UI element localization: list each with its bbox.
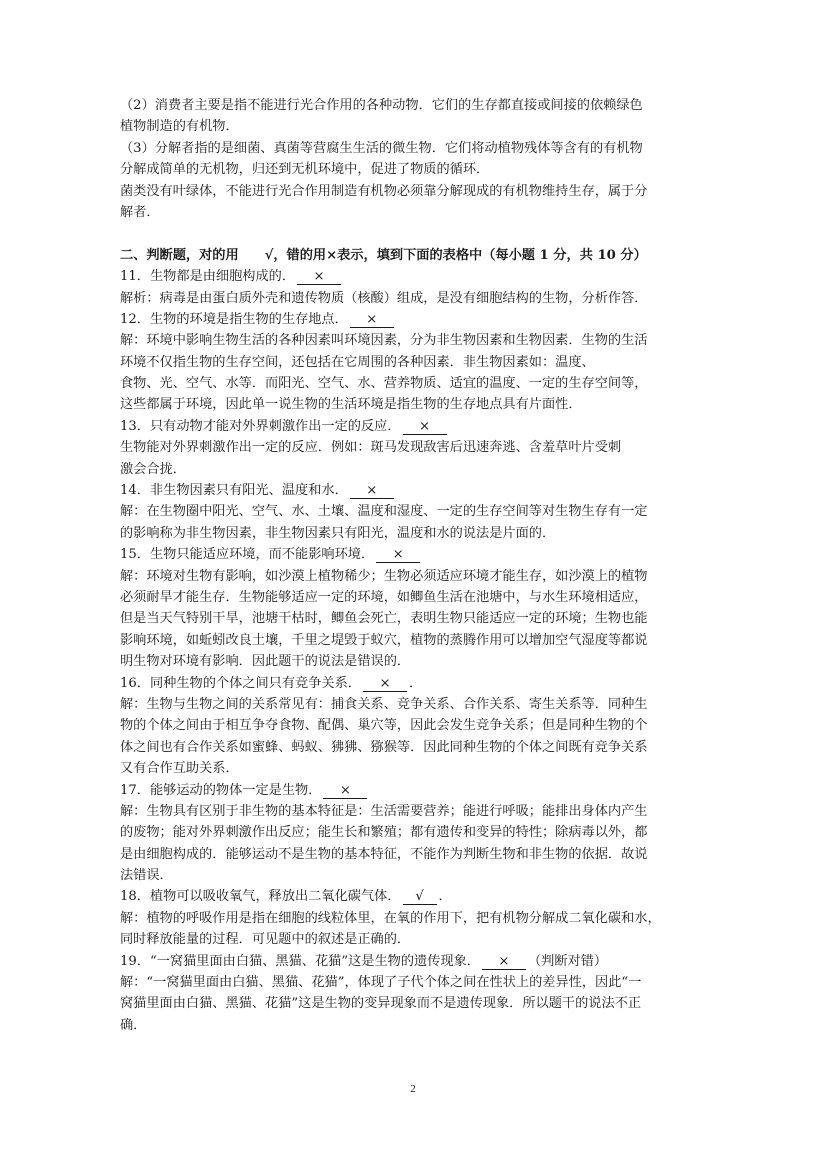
question-number: 13 (120, 418, 137, 434)
section-heading (120, 245, 710, 266)
question-15 (120, 544, 710, 565)
explanation-line: 激会合拢． (120, 461, 186, 477)
answer-blank: × (297, 269, 341, 285)
question-13 (120, 416, 710, 437)
answer-blank: × (350, 312, 394, 328)
question-number: 16 (120, 675, 137, 691)
question-number: 14 (120, 483, 137, 499)
question-text: ．只有动物才能对外界刺激作出一定的反应． (136, 418, 401, 434)
question-text: ．“一窝猫里面由白猫、黑猫、花猫”这是生物的遗传现象． (136, 953, 480, 969)
explanation-line: 解：环境对生物有影响，如沙漠上植物稀少；生物必须适应环境才能生存，如沙漠上的植物 (120, 568, 648, 584)
explanation-line: 物的个体之间由于相互争夺食物、配偶、巢穴等，因此会发生竞争关系；但是同种生物的个 (120, 718, 648, 734)
explanation-line: 的废物；能对外界刺激作出反应；能生长和繁殖；都有遗传和变异的特性；除病毒以外，都 (120, 825, 648, 841)
explanation-line: 这些都属于环境，因此单一说生物的生活环境是指生物的生存地点具有片面性． (120, 397, 582, 413)
answer-blank: × (323, 783, 367, 799)
question-number: 18 (120, 889, 137, 905)
answer-blank: × (376, 547, 420, 563)
answer-blank: × (403, 419, 447, 435)
explanation-line: 影响环境，如蚯蚓改良土壤，千里之堤毁于蚁穴，植物的蒸腾作用可以增加空气湿度等都说 (120, 632, 648, 648)
answer-blank: × (363, 676, 407, 692)
explanation-line: 同时释放能量的过程．可见题中的叙述是正确的． (120, 932, 411, 948)
question-text: ．生物都是由细胞构成的． (136, 269, 296, 285)
question-number: 19 (120, 953, 137, 969)
question-number: 15 (120, 547, 137, 563)
text-line: 菌类没有叶绿体，不能进行光合作用制造有机物必须靠分解现成的有机物维持生存，属于分 (120, 183, 648, 199)
explanation-line: 窝猫里面由白猫、黑猫、花猫”这是生物的变异现象而不是遗传现象．所以题干的说法不正 (120, 996, 642, 1012)
question-18 (120, 886, 710, 907)
explanation-line: 解：环境中影响生物生活的各种因素叫环境因素，分为非生物因素和生物因素．生物的生活 (120, 333, 648, 349)
explanation-line: 食物、光、空气、水等．而阳光、空气、水、营养物质、适宜的温度、一定的生存空间等， (120, 376, 648, 392)
explanation-line: 的影响称为非生物因素，非生物因素只有阳光，温度和水的说法是片面的． (120, 525, 556, 541)
question-number: 11 (120, 269, 137, 285)
question-19 (120, 951, 710, 972)
text-line: 解者． (120, 204, 160, 220)
question-suffix: ． (438, 889, 452, 905)
answer-blank: × (350, 483, 394, 499)
spacer (120, 223, 710, 244)
explanation-line: 解：生物具有区别于非生物的基本特征是：生活需要营养；能进行呼吸；能排出身体内产生 (120, 803, 648, 819)
explanation-line: 确． (120, 1017, 147, 1033)
answer-blank: √ (403, 889, 437, 905)
question-14 (120, 480, 710, 501)
text-line: （3）分解者指的是细菌、真菌等营腐生生活的微生物．它们将动植物残体等含有的有机物 (120, 140, 643, 156)
explanation-line: 必须耐旱才能生存．生物能够适应一定的环境，如鲫鱼生活在池塘中，与水生环境相适应， (120, 589, 648, 605)
explanation-line: 生物能对外界刺激作出一定的反应．例如：斑马发现敌害后迅速奔逃、含羞草叶片受刺 (120, 440, 622, 456)
question-11 (120, 266, 710, 287)
page-content (120, 95, 710, 1036)
question-text: ．同种生物的个体之间只有竞争关系． (136, 675, 361, 691)
answer-blank: × (482, 954, 526, 970)
explanation-line: 体之间也有合作关系如蜜蜂、蚂蚁、狒狒、猕猴等．因此同种生物的个体之间既有竞争关系 (120, 739, 648, 755)
explanation-line: 解：在生物圈中阳光、空气、水、土壤、温度和湿度、一定的生存空间等对生物生存有一定 (120, 504, 648, 520)
explanation-line: 法错误． (120, 868, 173, 884)
checkmark-symbol: √ (264, 247, 274, 263)
explanation-line: 解：“一窝猫里面由白猫、黑猫、花猫”，体现了子代个体之间在性状上的差异性，因此“一 (120, 975, 642, 991)
explanation-line: 解析：病毒是由蛋白质外壳和遗传物质（核酸）组成，是没有细胞结构的生物，分析作答． (120, 290, 648, 306)
question-suffix: ． (408, 675, 423, 691)
explanation-line: 是由细胞构成的．能够运动不是生物的基本特征，不能作为判断生物和非生物的依据．故说 (120, 846, 648, 862)
question-text: ．植物可以吸收氧气，释放出二氧化碳气体． (136, 889, 401, 905)
question-number: 12 (120, 311, 137, 327)
explanation-line: 解：生物与生物之间的关系常见有：捕食关系、竞争关系、合作关系、寄生关系等．同种生 (120, 696, 648, 712)
question-text: ．生物只能适应环境，而不能影响环境． (136, 547, 375, 563)
question-17 (120, 780, 710, 801)
explanation-line: 解：植物的呼吸作用是指在细胞的线粒体里，在氧的作用下，把有机物分解成二氧化碳和水， (120, 910, 661, 926)
text-line: 植物制造的有机物． (120, 119, 239, 135)
question-12 (120, 309, 710, 330)
explanation-line: 明生物对环境有影响．因此题干的说法是错误的． (120, 654, 411, 670)
page-number: 2 (410, 1083, 416, 1095)
question-16 (120, 673, 710, 694)
explanation-line: 但是当天气特别干旱，池塘干枯时，鲫鱼会死亡，表明生物只能适应一定的环境；生物也能 (120, 611, 648, 627)
section-heading-part-1: 二、判断题，对的用 (120, 247, 239, 263)
question-text: ．能够运动的物体一定是生物． (136, 782, 322, 798)
question-text: ．非生物因素只有阳光、温度和水． (136, 483, 348, 499)
text-line: （2）消费者主要是指不能进行光合作用的各种动物．它们的生存都直接或间接的依赖绿色 (120, 98, 643, 113)
question-text: ．生物的环境是指生物的生存地点． (136, 311, 348, 327)
section-heading-part-2: ，错的用×表示，填到下面的表格中（每小题 1 分，共 10 分） (273, 247, 647, 263)
intro-explanation (120, 95, 710, 223)
text-line: 分解成简单的无机物，归还到无机环境中，促进了物质的循环． (120, 162, 490, 178)
explanation-line: 又有合作互助关系． (120, 761, 239, 777)
question-suffix: （判断对错） (527, 953, 608, 969)
explanation-line: 环境不仅指生物的生存空间，还包括在它周围的各种因素．非生物因素如：温度、 (120, 354, 595, 370)
question-number: 17 (120, 782, 137, 798)
